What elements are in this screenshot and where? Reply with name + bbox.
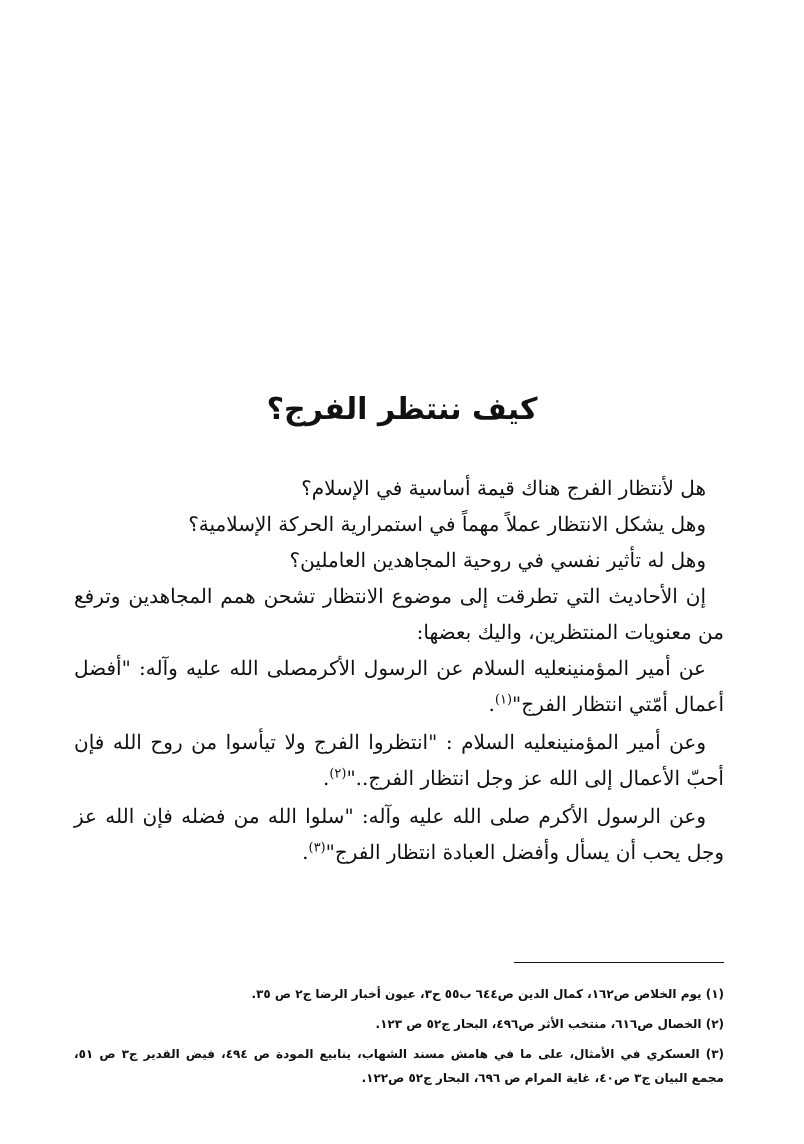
hadith-1 (74, 650, 724, 722)
footnote-ref-1: (١) (494, 692, 513, 708)
page-title: كيف ننتظر الفرج؟ (266, 392, 538, 427)
footnotes (74, 982, 724, 1096)
main-text (74, 470, 724, 870)
hadith-3 (74, 798, 724, 870)
footnote-3: (٣) العسكري في الأمثال، على ما في هامش مسند الشهاب، ينابيع المودة ص ٤٩٤، فيض القدير ج٣ ص ٥١، مجمع البيان ج٣ ص٤٠، غاية المرام ص ٦٩٦، البحار ج٥٢ ص١٢٢. (74, 1047, 724, 1085)
footnote-ref-3: (٣) (308, 840, 326, 856)
footnote-2: (٢) الخصال ص٦١٦، منتخب الأثر ص٤٩٦، البحار ج٥٢ ص ١٢٣. (375, 1017, 724, 1031)
hadith-1-text: عن أمير المؤمنينعليه السلام عن الرسول الأكرمصلى الله عليه وآله: "أفضل أعمال أمّتي انتظار الفرج" (74, 656, 724, 716)
footnote-1: (١) يوم الخلاص ص١٦٢، كمال الدين ص٦٤٤ ب٥٥ ح٣، عيون أخبار الرضا ج٢ ص ٣٥. (251, 987, 724, 1001)
hadith-2-end: . (322, 766, 330, 790)
hadith-3-text: وعن الرسول الأكرم صلى الله عليه وآله: "سلوا الله من فضله فإن الله عز وجل يحب أن يسأل وأفضل العبادة انتظار الفرج" (74, 804, 724, 864)
hadith-3-end: . (302, 840, 309, 864)
footnote-ref-2: (٢) (329, 766, 347, 782)
question-2: وهل يشكل الانتظار عملاً مهماً في استمرارية الحركة الإسلامية؟ (188, 512, 706, 536)
hadith-1-end: . (488, 692, 495, 716)
hadith-2-text: وعن أمير المؤمنينعليه السلام : "انتظروا الفرج ولا تيأسوا من روح الله فإن أحبّ الأعمال إلى الله عز وجل انتظار الفرج.." (74, 730, 724, 790)
hadith-2 (74, 724, 724, 796)
intro-paragraph: إن الأحاديث التي تطرقت إلى موضوع الانتظار تشحن همم المجاهدين وترفع من معنويات المنتظرين، واليك بعضها: (74, 584, 724, 644)
question-1: هل لأنتظار الفرج هناك قيمة أساسية في الإسلام؟ (301, 476, 706, 500)
question-3: وهل له تأثير نفسي في روحية المجاهدين العاملين؟ (289, 548, 706, 572)
footnote-divider (514, 962, 724, 963)
